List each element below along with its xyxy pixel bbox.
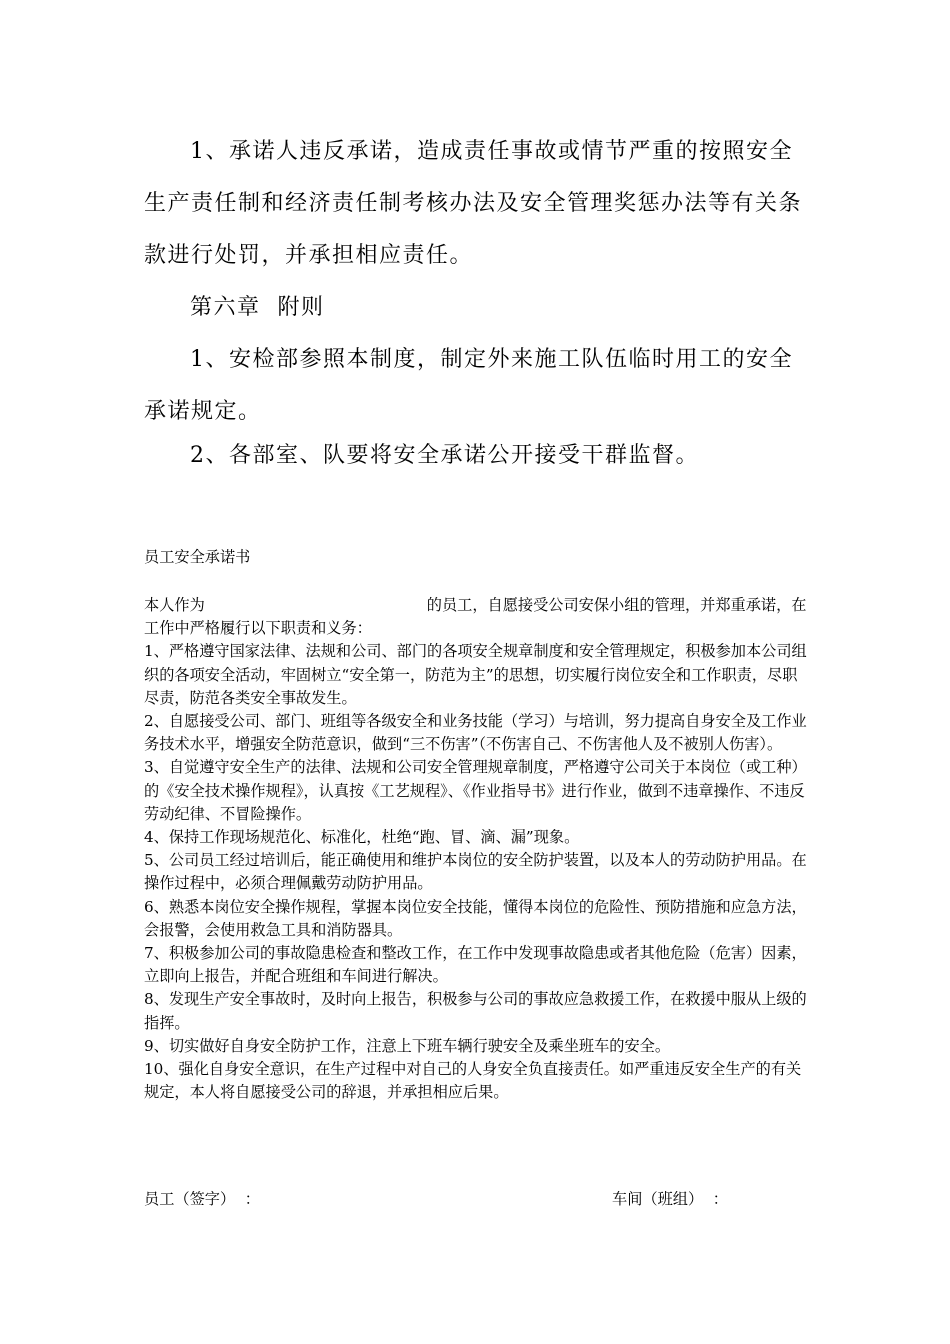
chapter-6-item-1: 1、安检部参照本制度，制定外来施工队伍临时用工的安全承诺规定。 (144, 347, 793, 424)
intro-suffix: 的员工，自愿接受公司安保小组的管理，并郑重承诺，在工作中严格履行以下职责和义务： (144, 596, 807, 638)
letter-item-2: 2、自愿接受公司、部门、班组等各级安全和业务技能（学习）与培训，努力提高自身安全及工作业务技术水平，增强安全防范意识，做到“三不伤害”（不伤害自己、不伤害他人及不被别人伤害）。 (144, 712, 807, 754)
letter-title: 员工安全承诺书 (144, 548, 251, 566)
chapter-6-title: 第六章 附则 (190, 295, 325, 320)
letter-item-1: 1、严格遵守国家法律、法规和公司、部门的各项安全规章制度和安全管理规定，积极参加本公司组织的各项安全活动，牢固树立“安全第一，防范为主”的思想，切实履行岗位安全和工作职责，尽职尽责，防范各类安全事故发生。 (144, 642, 807, 707)
letter-item-3: 3、自觉遵守安全生产的法律、法规和公司安全管理规章制度，严格遵守公司关于本岗位（或工种）的《安全技术操作规程》，认真按《工艺规程》、《作业指导书》进行作业，做到不违章操作、不违反劳动纪律、不冒险操作。 (144, 758, 807, 823)
letter-item-5: 5、公司员工经过培训后，能正确使用和维护本岗位的安全防护装置，以及本人的劳动防护用品。在操作过程中，必须合理佩戴劳动防护用品。 (144, 851, 807, 893)
letter-title-block (144, 546, 810, 569)
letter-item-4: 4、保持工作现场规范化、标准化，杜绝“跑、冒、滴、漏”现象。 (144, 828, 580, 847)
letter-item-6: 6、熟悉本岗位安全操作规程，掌握本岗位安全技能，懂得本岗位的危险性、预防措施和应急方法，会报警，会使用救急工具和消防器具。 (144, 897, 807, 939)
letter-body (144, 594, 810, 1104)
letter-item-8: 8、发现生产安全事故时，及时向上报告，积极参与公司的事故应急救援工作，在救援中服从上级的指挥。 (144, 990, 807, 1032)
punishment-clause (144, 126, 809, 282)
chapter-heading (144, 282, 809, 334)
clause-item-1: 1、承诺人违反承诺，造成责任事故或情节严重的按照安全生产责任制和经济责任制考核办法及安全管理奖惩办法等有关条款进行处罚，并承担相应责任。 (144, 139, 803, 268)
intro-prefix: 本人作为 (144, 596, 205, 614)
chapter-6-item-2: 2、各部室、队要将安全承诺公开接受干群监督。 (190, 443, 699, 468)
chapter-6-section-1 (144, 334, 809, 438)
letter-item-9: 9、切实做好自身安全防护工作，注意上下班车辆行驶安全及乘坐班车的安全。 (144, 1036, 671, 1055)
letter-item-7: 7、积极参加公司的事故隐患检查和整改工作，在工作中发现事故隐患或者其他危险（危害）因素，立即向上报告，并配合班组和车间进行解决。 (144, 944, 807, 986)
letter-item-10: 10、强化自身安全意识，在生产过程中对自己的人身安全负直接责任。如严重违反安全生产的有关规定，本人将自愿接受公司的辞退，并承担相应后果。 (144, 1060, 802, 1102)
chapter-6-section-2 (144, 430, 809, 482)
letter-intro (144, 594, 810, 640)
workshop-signature-label: 车间（班组） ： (612, 1190, 728, 1208)
employee-signature-label: 员工（签字） ： (144, 1190, 260, 1208)
